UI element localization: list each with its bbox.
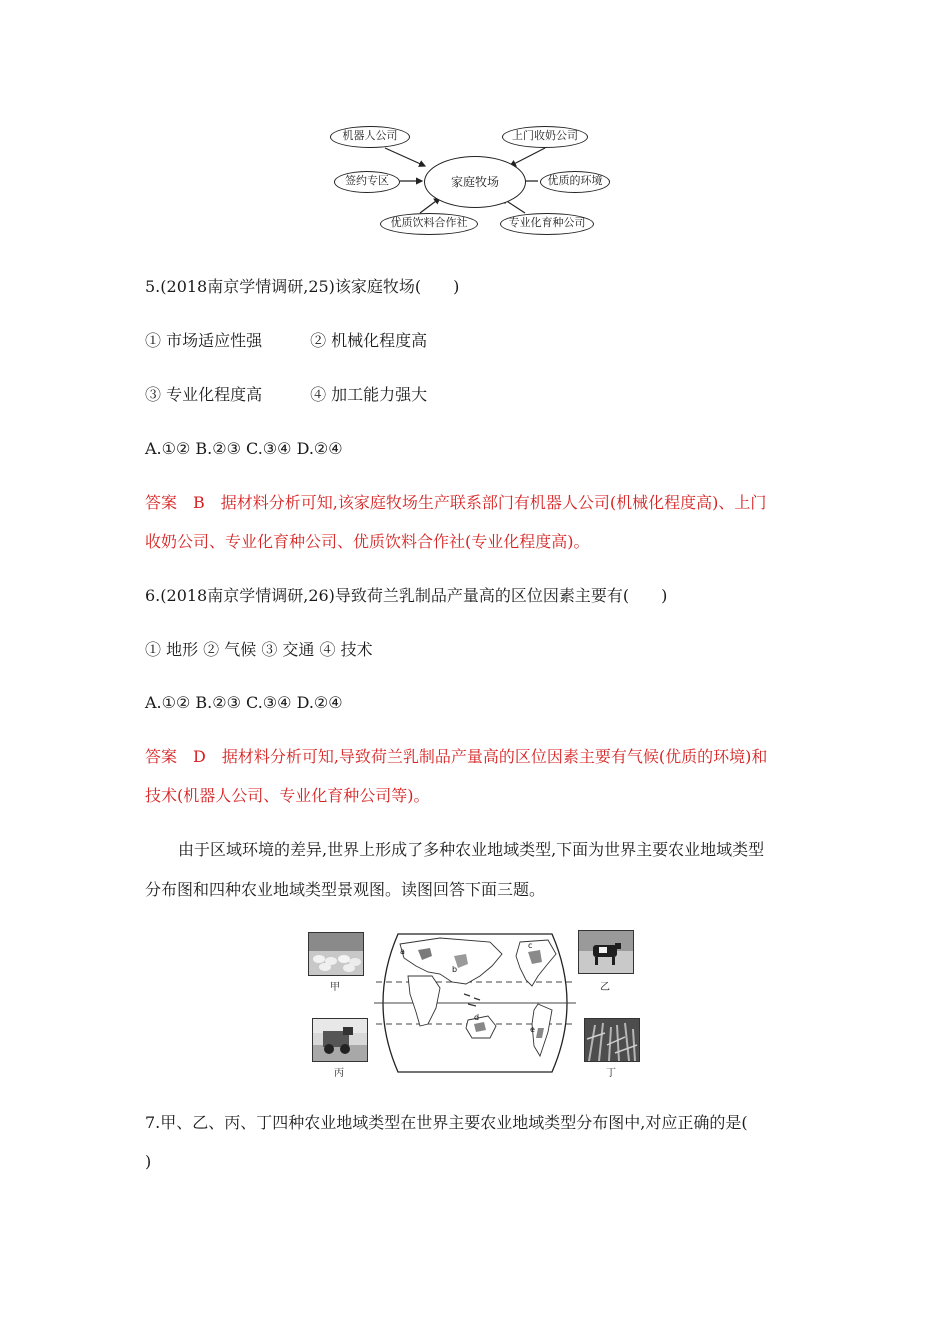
q5-choices: A.①② B.②③ C.③④ D.②④ [145, 439, 343, 458]
q6-stem: 6.(2018南京学情调研,26)导致荷兰乳制品产量高的区位因素主要有( ) [145, 586, 668, 605]
q7-stem-line1: 7.甲、乙、丙、丁四种农业地域类型在世界主要农业地域类型分布图中,对应正确的是( [145, 1113, 748, 1132]
family-farm-diagram [330, 118, 620, 243]
q6-answer-line2: 技术(机器人公司、专业化育种公司等)。 [145, 786, 430, 805]
node-breeding-company: 专业化育种公司 [500, 213, 594, 235]
arrow-robot [385, 148, 425, 166]
photo-jia-sheep [308, 932, 364, 976]
node-milk-collection: 上门收奶公司 [502, 126, 588, 148]
q5-answer-line2: 收奶公司、专业化育种公司、优质饮料合作社(专业化程度高)。 [145, 532, 590, 551]
q7-stem-line2: ) [145, 1152, 152, 1171]
node-robot-company: 机器人公司 [330, 126, 410, 148]
world-agriculture-map [370, 928, 580, 1078]
q5-answer-line1: 答案 B 据材料分析可知,该家庭牧场生产联系部门有机器人公司(机械化程度高)、上门 [145, 493, 767, 512]
node-family-farm: 家庭牧场 [424, 156, 526, 208]
q5-stem: 5.(2018南京学情调研,25)该家庭牧场( ) [145, 277, 460, 296]
node-contract-zone: 签约专区 [334, 171, 400, 193]
agriculture-map-figure [308, 926, 643, 1081]
map-label-b: b [452, 965, 458, 974]
arrow-milk [510, 148, 545, 166]
map-label-c: c [528, 941, 533, 950]
node-drink-cooperative: 优质饮料合作社 [380, 213, 478, 235]
photo-ding-plantation [584, 1018, 640, 1062]
photo-bing-harvester [312, 1018, 368, 1062]
node-quality-environment: 优质的环境 [540, 171, 610, 193]
map-label-a: a [400, 947, 405, 956]
caption-jia: 甲 [330, 982, 340, 993]
map-label-e: e [530, 1025, 535, 1034]
arrow-coop [420, 198, 440, 213]
intro-line1: 由于区域环境的差异,世界上形成了多种农业地域类型,下面为世界主要农业地域类型 [178, 840, 765, 859]
caption-yi: 乙 [600, 982, 610, 993]
map-label-d: d [474, 1013, 480, 1022]
q6-answer-line1: 答案 D 据材料分析可知,导致荷兰乳制品产量高的区位因素主要有气候(优质的环境)和 [145, 747, 768, 766]
caption-bing: 丙 [334, 1068, 344, 1079]
q5-options-1: ① 市场适应性强 ② 机械化程度高 [145, 331, 428, 350]
caption-ding: 丁 [606, 1068, 616, 1079]
q5-options-2: ③ 专业化程度高 ④ 加工能力强大 [145, 385, 428, 404]
intro-line2: 分布图和四种农业地域类型景观图。读图回答下面三题。 [145, 880, 546, 899]
q6-choices: A.①② B.②③ C.③④ D.②④ [145, 693, 343, 712]
q6-options: ① 地形 ② 气候 ③ 交通 ④ 技术 [145, 640, 373, 659]
photo-yi-cow [578, 930, 634, 974]
